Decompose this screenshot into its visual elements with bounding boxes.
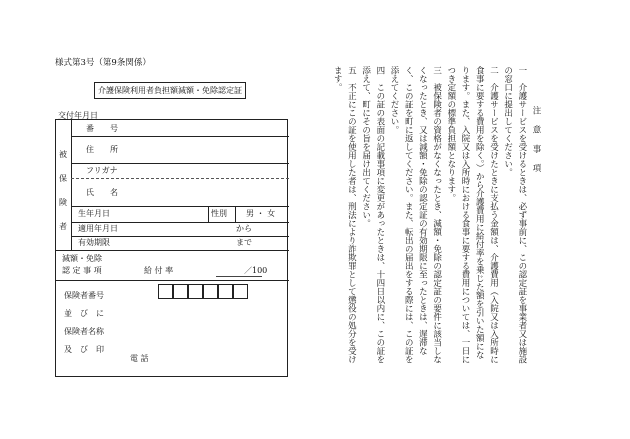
digit-box xyxy=(158,284,173,299)
row-line xyxy=(56,280,289,281)
from-label: から xyxy=(236,224,252,233)
furigana-label: フリガナ xyxy=(86,166,118,175)
certificate-form xyxy=(55,119,288,377)
insured-label-char: 被 xyxy=(59,150,67,159)
note-number: 三 xyxy=(431,66,442,75)
name-label: 氏 名 xyxy=(86,188,118,197)
phone-label: 電 話 xyxy=(130,354,149,363)
digit-box xyxy=(188,284,203,299)
insured-label-char: 保 xyxy=(59,174,67,183)
note-number: 四 xyxy=(374,66,385,75)
address-label: 住 所 xyxy=(86,145,118,154)
digit-box xyxy=(218,284,233,299)
note-text: 介護サービスを受けたときに支払う金額は、介護費用（入院又は入所時に食事に要する費用を除く。）から介護費用に給付率を乗じた額を引いた額になります。また、入院又は入所時における食事に要する費用については、一日につき定額の標準負担額となります。 xyxy=(445,66,499,364)
issue-date-label: 交付年月日 xyxy=(58,111,98,120)
notes-heading: 注 意 事 項 xyxy=(531,106,542,177)
insurer-number-label: 保険者番号 xyxy=(64,291,104,300)
note-item-2 xyxy=(444,66,501,366)
digit-box xyxy=(203,284,218,299)
insured-column-divider xyxy=(71,120,72,250)
digit-box xyxy=(173,284,188,299)
gender-label: 性別 xyxy=(211,209,227,218)
until-label: まで xyxy=(236,238,252,247)
certificate-title: 介護保険利用者負担額減額・免除認定証 xyxy=(94,82,246,99)
note-number: 二 xyxy=(488,66,499,75)
note-text: 被保険者の資格がなくなったとき、減額・免除の認定証の要件に該当しなくなったとき、又は減額・免除の認定証の有効期限に至ったときは、遅滞なく、この証を町に返してください。また、転出の届出をする際には、この証を添えてください。 xyxy=(389,66,442,364)
insurer-seal-label: 及 び 印 xyxy=(64,345,104,354)
note-text: この証の表面の記載事項に変更があったときは、十四日以内に、この証を添えて、町にその旨を届け出てください。 xyxy=(360,66,385,364)
gender-options: 男 ・ 女 xyxy=(246,209,276,218)
benefit-rate-label: 給 付 率 xyxy=(144,266,174,275)
digit-box xyxy=(233,284,248,299)
note-number: 五 xyxy=(346,66,357,75)
gender-divider-left xyxy=(208,206,209,222)
row-line xyxy=(71,136,289,137)
rate-denominator: ／100 xyxy=(244,266,268,275)
row-line xyxy=(71,222,289,223)
reduction-label-line2: 認 定 事 項 xyxy=(62,266,102,275)
insurer-number-boxes xyxy=(158,284,248,299)
gender-divider-right xyxy=(235,206,236,222)
row-line xyxy=(71,236,289,237)
birthdate-label: 生年月日 xyxy=(78,209,110,218)
notes-section xyxy=(330,66,543,366)
insured-label-char: 者 xyxy=(59,222,67,231)
reduction-label-line1: 減額・免除 xyxy=(62,254,102,263)
insurer-and-label: 並 び に xyxy=(64,309,104,318)
row-line xyxy=(71,206,289,207)
row-line xyxy=(56,250,289,251)
insured-label-char: 険 xyxy=(59,198,67,207)
rate-blank-line xyxy=(216,276,262,277)
valid-until-label: 有効期限 xyxy=(78,238,110,247)
note-number: 一 xyxy=(516,66,527,75)
form-number-label: 様式第3号（第9条関係） xyxy=(55,58,151,68)
note-text: 不正にこの証を使用した者は、刑法により詐欺罪として懲役の処分を受けます。 xyxy=(332,66,357,364)
apply-date-label: 適用年月日 xyxy=(78,224,118,233)
row-line xyxy=(71,163,289,164)
note-item-1 xyxy=(500,66,528,366)
insurer-name-label: 保険者名称 xyxy=(64,327,104,336)
note-item-5 xyxy=(330,66,358,366)
note-item-4 xyxy=(358,66,386,366)
note-text: 介護サービスを受けるときは、必ず事前に、この認定証を事業者又は施設の窓口に提出してください。 xyxy=(502,66,527,364)
note-item-3 xyxy=(387,66,444,366)
number-label: 番 号 xyxy=(86,124,118,133)
row-line-dashed xyxy=(71,178,289,179)
